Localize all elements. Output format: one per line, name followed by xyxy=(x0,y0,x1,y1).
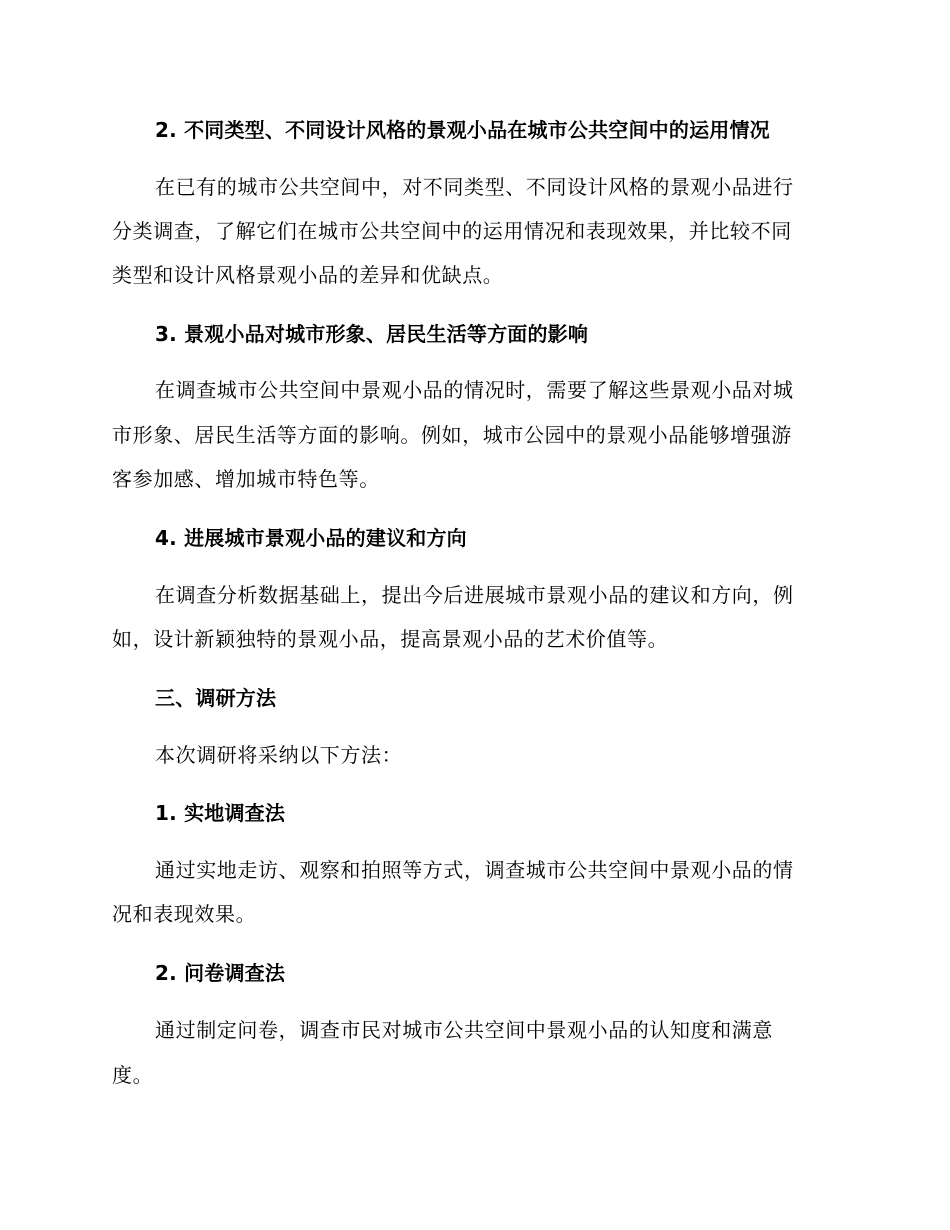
heading-landscape-impact: 3. 景观小品对城市形象、居民生活等方面的影响 xyxy=(155,322,589,346)
paragraph-line: 度。 xyxy=(112,1063,154,1087)
paragraph-line: 在调查城市公共空间中景观小品的情况时，需要了解这些景观小品对城 xyxy=(155,378,794,402)
paragraph-line: 市形象、居民生活等方面的影响。例如，城市公园中的景观小品能够增强游 xyxy=(112,423,792,447)
paragraph-line: 况和表现效果。 xyxy=(112,902,257,926)
heading-landscape-types-usage: 2. 不同类型、不同设计风格的景观小品在城市公共空间中的运用情况 xyxy=(155,118,770,142)
heading-research-methods: 三、调研方法 xyxy=(155,686,277,710)
paragraph-line: 通过实地走访、观察和拍照等方式，调查城市公共空间中景观小品的情 xyxy=(155,858,794,882)
paragraph-line: 在已有的城市公共空间中，对不同类型、不同设计风格的景观小品进行 xyxy=(155,175,794,199)
heading-field-survey: 1. 实地调查法 xyxy=(155,801,286,825)
paragraph-line: 如，设计新颖独特的景观小品，提高景观小品的艺术价值等。 xyxy=(112,627,669,651)
paragraph-line: 客参加感、增加城市特色等。 xyxy=(112,467,380,491)
paragraph-line: 本次调研将采纳以下方法： xyxy=(155,743,403,767)
heading-questionnaire: 2. 问卷调查法 xyxy=(155,961,286,985)
paragraph-line: 通过制定问卷，调查市民对城市公共空间中景观小品的认知度和满意 xyxy=(155,1018,773,1042)
heading-development-suggestions: 4. 进展城市景观小品的建议和方向 xyxy=(155,526,467,550)
paragraph-line: 类型和设计风格景观小品的差异和优缺点。 xyxy=(112,263,504,287)
paragraph-line: 在调查分析数据基础上，提出今后进展城市景观小品的建议和方向，例 xyxy=(155,583,794,607)
paragraph-line: 分类调查，了解它们在城市公共空间中的运用情况和表现效果，并比较不同 xyxy=(112,219,792,243)
